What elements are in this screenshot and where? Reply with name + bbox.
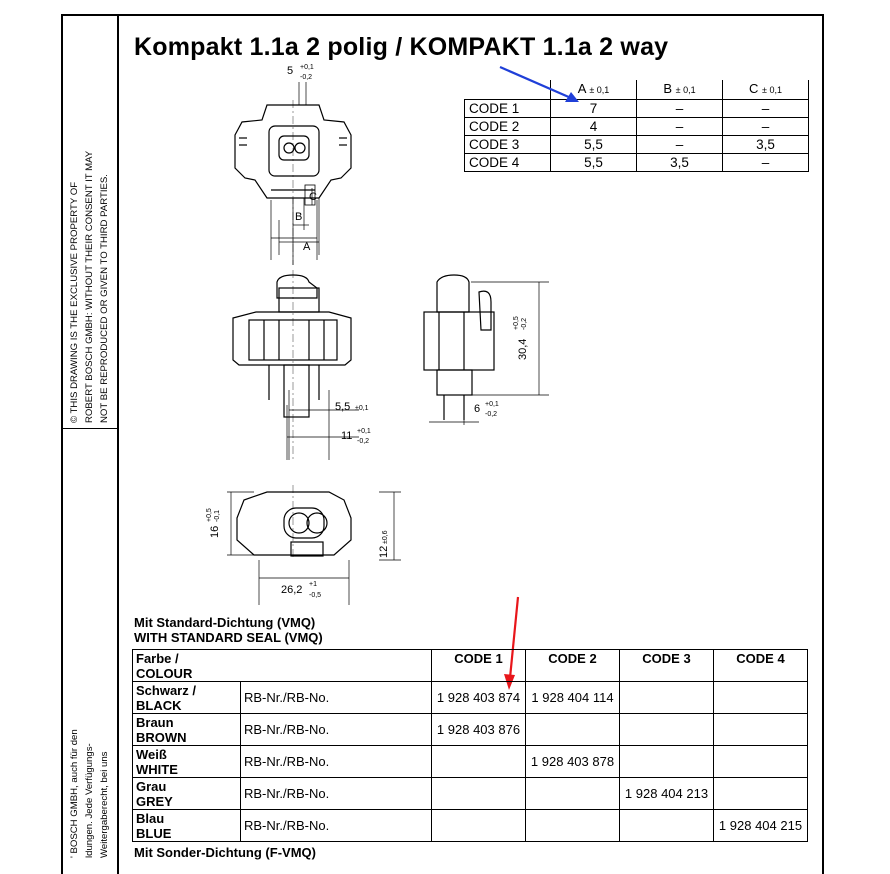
rb-number-label: RB-Nr./RB-No. — [241, 682, 432, 714]
colour-cell — [133, 746, 241, 778]
rb-number-label: RB-Nr./RB-No. — [241, 746, 432, 778]
dim-5-tol-up: +0,1 — [300, 64, 314, 71]
part-number-code-1 — [432, 778, 526, 810]
header-b-tol: ± 0,1 — [675, 85, 696, 95]
colour-cell — [133, 682, 241, 714]
part-number-table — [132, 649, 808, 842]
dim-16-tol-dn: -0,1 — [214, 509, 221, 522]
code-b-value: – — [637, 118, 723, 136]
header-b-label: B — [663, 81, 673, 96]
code-c-value: – — [723, 118, 809, 136]
code-label: CODE 4 — [465, 154, 551, 172]
part-number-code-2: 1 928 404 114 — [526, 682, 620, 714]
part-number-code-1 — [432, 810, 526, 842]
part-number-code-1: 1 928 403 876 — [432, 714, 526, 746]
copyright-de-line-1: ' BOSCH GMBH, auch für den — [69, 729, 80, 858]
dim-5-tol-dn: -0,2 — [300, 74, 313, 81]
part-number-code-4 — [714, 714, 808, 746]
dim-30-4-tol-up: +0,5 — [513, 316, 520, 330]
part-number-code-4 — [714, 746, 808, 778]
code-2-header: CODE 2 — [526, 650, 620, 682]
part-number-code-2: 1 928 403 878 — [526, 746, 620, 778]
table-row — [133, 778, 808, 810]
colour-de: Blau — [136, 811, 165, 826]
header-c — [723, 80, 809, 100]
table-row — [133, 682, 808, 714]
dim-label-c: C — [309, 191, 317, 203]
part-number-code-2 — [526, 778, 620, 810]
table-row — [133, 714, 808, 746]
copyright-line-1: © THIS DRAWING IS THE EXCLUSIVE PROPERTY OF — [69, 181, 80, 423]
special-seal-title: Mit Sonder-Dichtung (F-VMQ) — [134, 845, 316, 860]
colour-cell — [133, 714, 241, 746]
code-b-value: 3,5 — [637, 154, 723, 172]
copyright-de-line-2: ldungen. Jede Verfügungs- — [84, 743, 95, 858]
colour-de: Weiß — [136, 747, 167, 762]
side-strip-divider — [61, 428, 119, 429]
dim-label-a: A — [303, 241, 311, 253]
colour-cell — [133, 778, 241, 810]
code-a-value: 5,5 — [551, 136, 637, 154]
colour-en: BROWN — [136, 730, 187, 745]
dim-30-4-tol-dn: -0,2 — [521, 317, 528, 330]
page-title: Kompakt 1.1a 2 polig / KOMPAKT 1.1a 2 way — [134, 33, 669, 61]
colour-header — [133, 650, 432, 682]
code-b-value: – — [637, 100, 723, 118]
code-c-value: – — [723, 100, 809, 118]
part-number-code-3 — [620, 682, 714, 714]
dim-5-5-tol: ±0,1 — [355, 405, 369, 412]
dim-label-b: B — [295, 211, 303, 223]
dim-26-2-tol-dn: -0,5 — [309, 592, 322, 599]
header-c-tol: ± 0,1 — [762, 85, 782, 95]
dim-5-5: 5,5 — [335, 401, 351, 413]
code-a-value: 5,5 — [551, 154, 637, 172]
dim-30-4: 30,4 — [517, 338, 529, 360]
header-a-label: A — [577, 81, 586, 96]
code-c-value: 3,5 — [723, 136, 809, 154]
part-number-code-2 — [526, 714, 620, 746]
code-1-header: CODE 1 — [432, 650, 526, 682]
colour-en: WHITE — [136, 762, 178, 777]
table-row — [133, 810, 808, 842]
colour-de: Schwarz / — [136, 683, 196, 698]
code-label: CODE 1 — [465, 100, 551, 118]
blue-arrow-annotation — [495, 62, 585, 107]
part-number-code-1: 1 928 403 874 — [432, 682, 526, 714]
copyright-line-3: NOT BE REPRODUCED OR GIVEN TO THIRD PARTIES. — [99, 174, 110, 423]
part-number-code-3 — [620, 746, 714, 778]
code-a-value: 4 — [551, 118, 637, 136]
code-b-value: – — [637, 136, 723, 154]
part-number-code-4 — [714, 682, 808, 714]
part-number-code-3: 1 928 404 213 — [620, 778, 714, 810]
code-label: CODE 2 — [465, 118, 551, 136]
code-a-value: 7 — [551, 100, 637, 118]
colour-de: Braun — [136, 715, 174, 730]
colour-en: BLACK — [136, 698, 182, 713]
dim-12-tol: ±0,6 — [382, 530, 389, 544]
colour-header-en: COLOUR — [136, 666, 193, 681]
connector-drawing — [119, 60, 559, 610]
code-4-header: CODE 4 — [714, 650, 808, 682]
header-a-tol: ± 0,1 — [589, 85, 610, 95]
part-number-code-3 — [620, 714, 714, 746]
colour-header-de: Farbe / — [136, 651, 179, 666]
dim-6: 6 — [474, 403, 481, 415]
colour-en: BLUE — [136, 826, 172, 841]
rb-number-label: RB-Nr./RB-No. — [241, 810, 432, 842]
table-row — [133, 746, 808, 778]
code-c-value: – — [723, 154, 809, 172]
dim-6-tol-up: +0,1 — [485, 401, 499, 408]
dim-5: 5 — [287, 65, 294, 77]
front-view — [235, 82, 351, 265]
header-c-label: C — [749, 81, 759, 96]
header-b — [637, 80, 723, 100]
standard-seal-title-de: Mit Standard-Dichtung (VMQ) — [134, 615, 316, 630]
dim-26-2-tol-up: +1 — [309, 581, 317, 588]
colour-en: GREY — [136, 794, 173, 809]
dim-11-tol-up: +0,1 — [357, 428, 371, 435]
rb-number-label: RB-Nr./RB-No. — [241, 778, 432, 810]
rb-number-label: RB-Nr./RB-No. — [241, 714, 432, 746]
dim-11-tol-dn: -0,2 — [357, 438, 370, 445]
part-number-code-1 — [432, 746, 526, 778]
part-number-code-4 — [714, 778, 808, 810]
part-number-code-4: 1 928 404 215 — [714, 810, 808, 842]
standard-seal-title-en: WITH STANDARD SEAL (VMQ) — [134, 630, 323, 645]
dim-12: 12 — [378, 545, 390, 558]
dim-26-2: 26,2 — [281, 584, 303, 596]
part-number-code-2 — [526, 810, 620, 842]
colour-cell — [133, 810, 241, 842]
dim-16: 16 — [209, 525, 221, 538]
copyright-line-2: ROBERT BOSCH GMBH: WITHOUT THEIR CONSENT IT MAY — [84, 150, 95, 423]
dim-16-tol-up: +0,5 — [206, 508, 213, 522]
code-3-header: CODE 3 — [620, 650, 714, 682]
part-number-code-3 — [620, 810, 714, 842]
code-label: CODE 3 — [465, 136, 551, 154]
copyright-de-line-3: Weitergaberecht, bei uns — [99, 751, 110, 858]
dim-11: 11 — [341, 430, 353, 442]
colour-de: Grau — [136, 779, 167, 794]
parts-header-row — [133, 650, 808, 682]
dim-6-tol-dn: -0,2 — [485, 411, 498, 418]
